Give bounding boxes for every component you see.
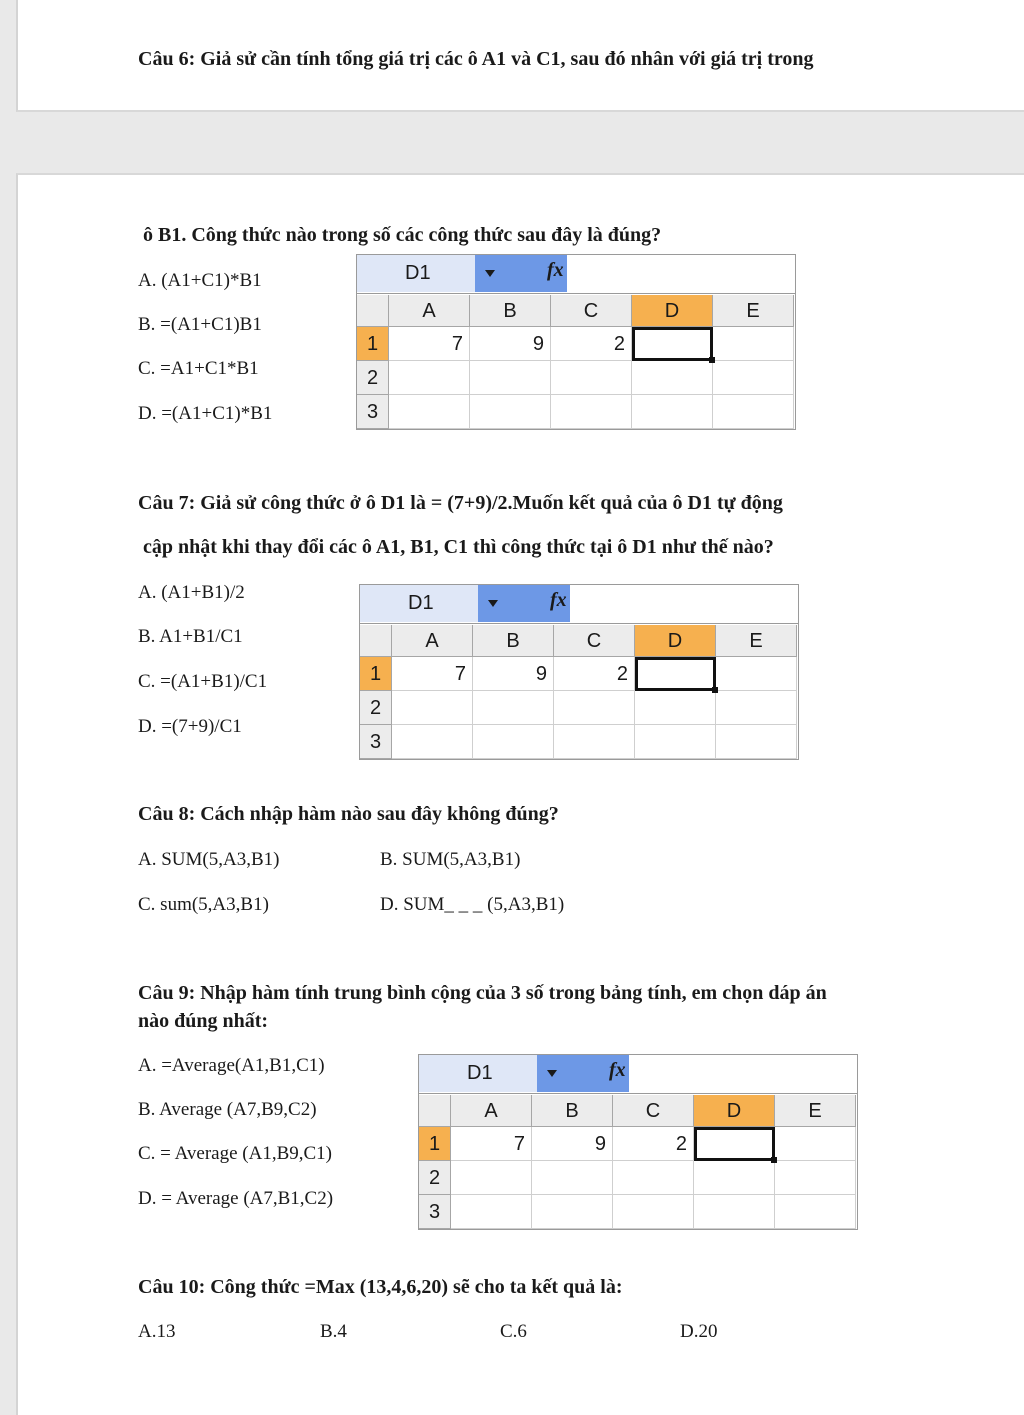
cell-b1[interactable]: 9	[470, 327, 551, 361]
cell-d3[interactable]	[694, 1195, 775, 1229]
q9-option-b[interactable]: B. Average (A7,B9,C2)	[138, 1099, 317, 1120]
cell-e2[interactable]	[713, 361, 794, 395]
q6-option-d[interactable]: D. =(A1+C1)*B1	[138, 403, 273, 424]
cell-c2[interactable]	[554, 691, 635, 725]
formula-bar	[360, 585, 798, 624]
q9-spreadsheet	[418, 1054, 858, 1230]
row-header-3[interactable]: 3	[360, 725, 392, 759]
q8-line1: Câu 8: Cách nhập hàm nào sau đây không đúng?	[138, 803, 559, 825]
cell-a3[interactable]	[451, 1195, 532, 1229]
fx-icon[interactable]: fx	[547, 259, 564, 281]
cell-d2[interactable]	[635, 691, 716, 725]
cell-e2[interactable]	[716, 691, 797, 725]
cell-d1[interactable]	[694, 1127, 775, 1161]
formula-bar	[419, 1055, 857, 1094]
row-header-3[interactable]: 3	[357, 395, 389, 429]
cell-c3[interactable]	[613, 1195, 694, 1229]
fx-icon[interactable]: fx	[550, 589, 567, 611]
q10-option-b[interactable]: B.4	[320, 1321, 347, 1342]
cell-c1[interactable]: 2	[551, 327, 632, 361]
cell-e3[interactable]	[775, 1195, 856, 1229]
cell-a1[interactable]: 7	[389, 327, 470, 361]
q10-option-d[interactable]: D.20	[680, 1321, 718, 1342]
column-header-c[interactable]: C	[551, 295, 632, 327]
column-header-d[interactable]: D	[635, 625, 716, 657]
cell-a2[interactable]	[451, 1161, 532, 1195]
q6-line2: ô B1. Công thức nào trong số các công thức sau đây là đúng?	[143, 224, 662, 246]
column-header-a[interactable]: A	[389, 295, 470, 327]
cell-c1[interactable]: 2	[613, 1127, 694, 1161]
q9-option-a[interactable]: A. =Average(A1,B1,C1)	[138, 1055, 325, 1076]
column-header-b[interactable]: B	[470, 295, 551, 327]
cell-a3[interactable]	[392, 725, 473, 759]
q9-option-d[interactable]: D. = Average (A7,B1,C2)	[138, 1188, 334, 1209]
cell-a2[interactable]	[392, 691, 473, 725]
cell-b3[interactable]	[470, 395, 551, 429]
formula-input[interactable]	[570, 585, 798, 622]
q7-option-d[interactable]: D. =(7+9)/C1	[138, 716, 242, 737]
cell-c1[interactable]: 2	[554, 657, 635, 691]
row-header-1[interactable]: 1	[419, 1127, 451, 1161]
cell-a2[interactable]	[389, 361, 470, 395]
cell-e2[interactable]	[775, 1161, 856, 1195]
row-header-3[interactable]: 3	[419, 1195, 451, 1229]
column-header-c[interactable]: C	[554, 625, 635, 657]
row-header-2[interactable]: 2	[357, 361, 389, 395]
select-all-corner[interactable]	[360, 625, 392, 657]
select-all-corner[interactable]	[357, 295, 389, 327]
cell-d1[interactable]	[635, 657, 716, 691]
fill-handle[interactable]	[771, 1157, 777, 1163]
cell-e1[interactable]	[775, 1127, 856, 1161]
q9-line1: Câu 9: Nhập hàm tính trung bình cộng của 3 số trong bảng tính, em chọn dáp án	[138, 982, 827, 1004]
fill-handle[interactable]	[709, 357, 715, 363]
dropdown-arrow-icon	[485, 270, 495, 277]
formula-input[interactable]	[567, 255, 795, 292]
cell-b3[interactable]	[473, 725, 554, 759]
q9-option-c[interactable]: C. = Average (A1,B9,C1)	[138, 1143, 332, 1164]
dropdown-arrow-icon	[488, 600, 498, 607]
select-all-corner[interactable]	[419, 1095, 451, 1127]
q6-option-a[interactable]: A. (A1+C1)*B1	[138, 270, 262, 291]
formula-input[interactable]	[629, 1055, 857, 1092]
column-header-b[interactable]: B	[473, 625, 554, 657]
cell-a1[interactable]: 7	[392, 657, 473, 691]
row-header-1[interactable]: 1	[357, 327, 389, 361]
q7-spreadsheet	[359, 584, 799, 760]
name-box[interactable]: D1	[419, 1055, 537, 1092]
q6-option-c[interactable]: C. =A1+C1*B1	[138, 358, 259, 379]
q10-option-a[interactable]: A.13	[138, 1321, 176, 1342]
cell-c3[interactable]	[554, 725, 635, 759]
q8-option-a[interactable]: A. SUM(5,A3,B1)	[138, 849, 280, 870]
column-header-e[interactable]: E	[713, 295, 794, 327]
cell-d2[interactable]	[694, 1161, 775, 1195]
name-box[interactable]: D1	[357, 255, 475, 292]
q8-option-b[interactable]: B. SUM(5,A3,B1)	[380, 849, 521, 870]
fx-icon[interactable]: fx	[609, 1059, 626, 1081]
q6-line1: Câu 6: Giả sử cần tính tổng giá trị các ô A1 và C1, sau đó nhân với giá trị trong	[138, 48, 814, 70]
row-header-2[interactable]: 2	[360, 691, 392, 725]
cell-b2[interactable]	[473, 691, 554, 725]
cell-b3[interactable]	[532, 1195, 613, 1229]
row-header-2[interactable]: 2	[419, 1161, 451, 1195]
column-header-d[interactable]: D	[632, 295, 713, 327]
name-box[interactable]: D1	[360, 585, 478, 622]
cell-e1[interactable]	[713, 327, 794, 361]
row-header-1[interactable]: 1	[360, 657, 392, 691]
formula-bar	[357, 255, 795, 294]
cell-e3[interactable]	[716, 725, 797, 759]
cell-d1[interactable]	[632, 327, 713, 361]
q7-option-b[interactable]: B. A1+B1/C1	[138, 626, 243, 647]
cell-a1[interactable]: 7	[451, 1127, 532, 1161]
cell-d3[interactable]	[632, 395, 713, 429]
cell-b2[interactable]	[532, 1161, 613, 1195]
q8-option-d[interactable]: D. SUM_ _ _ (5,A3,B1)	[380, 894, 565, 915]
column-header-c[interactable]: C	[613, 1095, 694, 1127]
fill-handle[interactable]	[712, 687, 718, 693]
cell-d3[interactable]	[635, 725, 716, 759]
cell-b1[interactable]: 9	[473, 657, 554, 691]
q6-spreadsheet	[356, 254, 796, 430]
cell-b2[interactable]	[470, 361, 551, 395]
column-header-d[interactable]: D	[694, 1095, 775, 1127]
cell-c2[interactable]	[551, 361, 632, 395]
q6-option-b[interactable]: B. =(A1+C1)B1	[138, 314, 262, 335]
q7-line1: Câu 7: Giả sử công thức ở ô D1 là = (7+9)/2.Muốn kết quả của ô D1 tự động	[138, 492, 783, 514]
cell-c3[interactable]	[551, 395, 632, 429]
q8-option-c[interactable]: C. sum(5,A3,B1)	[138, 894, 269, 915]
cell-e1[interactable]	[716, 657, 797, 691]
cell-b1[interactable]: 9	[532, 1127, 613, 1161]
column-header-e[interactable]: E	[716, 625, 797, 657]
column-header-a[interactable]: A	[392, 625, 473, 657]
q10-line1: Câu 10: Công thức =Max (13,4,6,20) sẽ cho ta kết quả là:	[138, 1276, 623, 1298]
column-header-a[interactable]: A	[451, 1095, 532, 1127]
q10-option-c[interactable]: C.6	[500, 1321, 527, 1342]
q7-option-c[interactable]: C. =(A1+B1)/C1	[138, 671, 268, 692]
dropdown-arrow-icon	[547, 1070, 557, 1077]
q9-line2: nào đúng nhất:	[138, 1010, 269, 1032]
column-header-b[interactable]: B	[532, 1095, 613, 1127]
cell-e3[interactable]	[713, 395, 794, 429]
column-header-e[interactable]: E	[775, 1095, 856, 1127]
cell-d2[interactable]	[632, 361, 713, 395]
cell-c2[interactable]	[613, 1161, 694, 1195]
cell-a3[interactable]	[389, 395, 470, 429]
q7-line2: cập nhật khi thay đổi các ô A1, B1, C1 thì công thức tại ô D1 như thế nào?	[143, 536, 774, 558]
q7-option-a[interactable]: A. (A1+B1)/2	[138, 582, 245, 603]
